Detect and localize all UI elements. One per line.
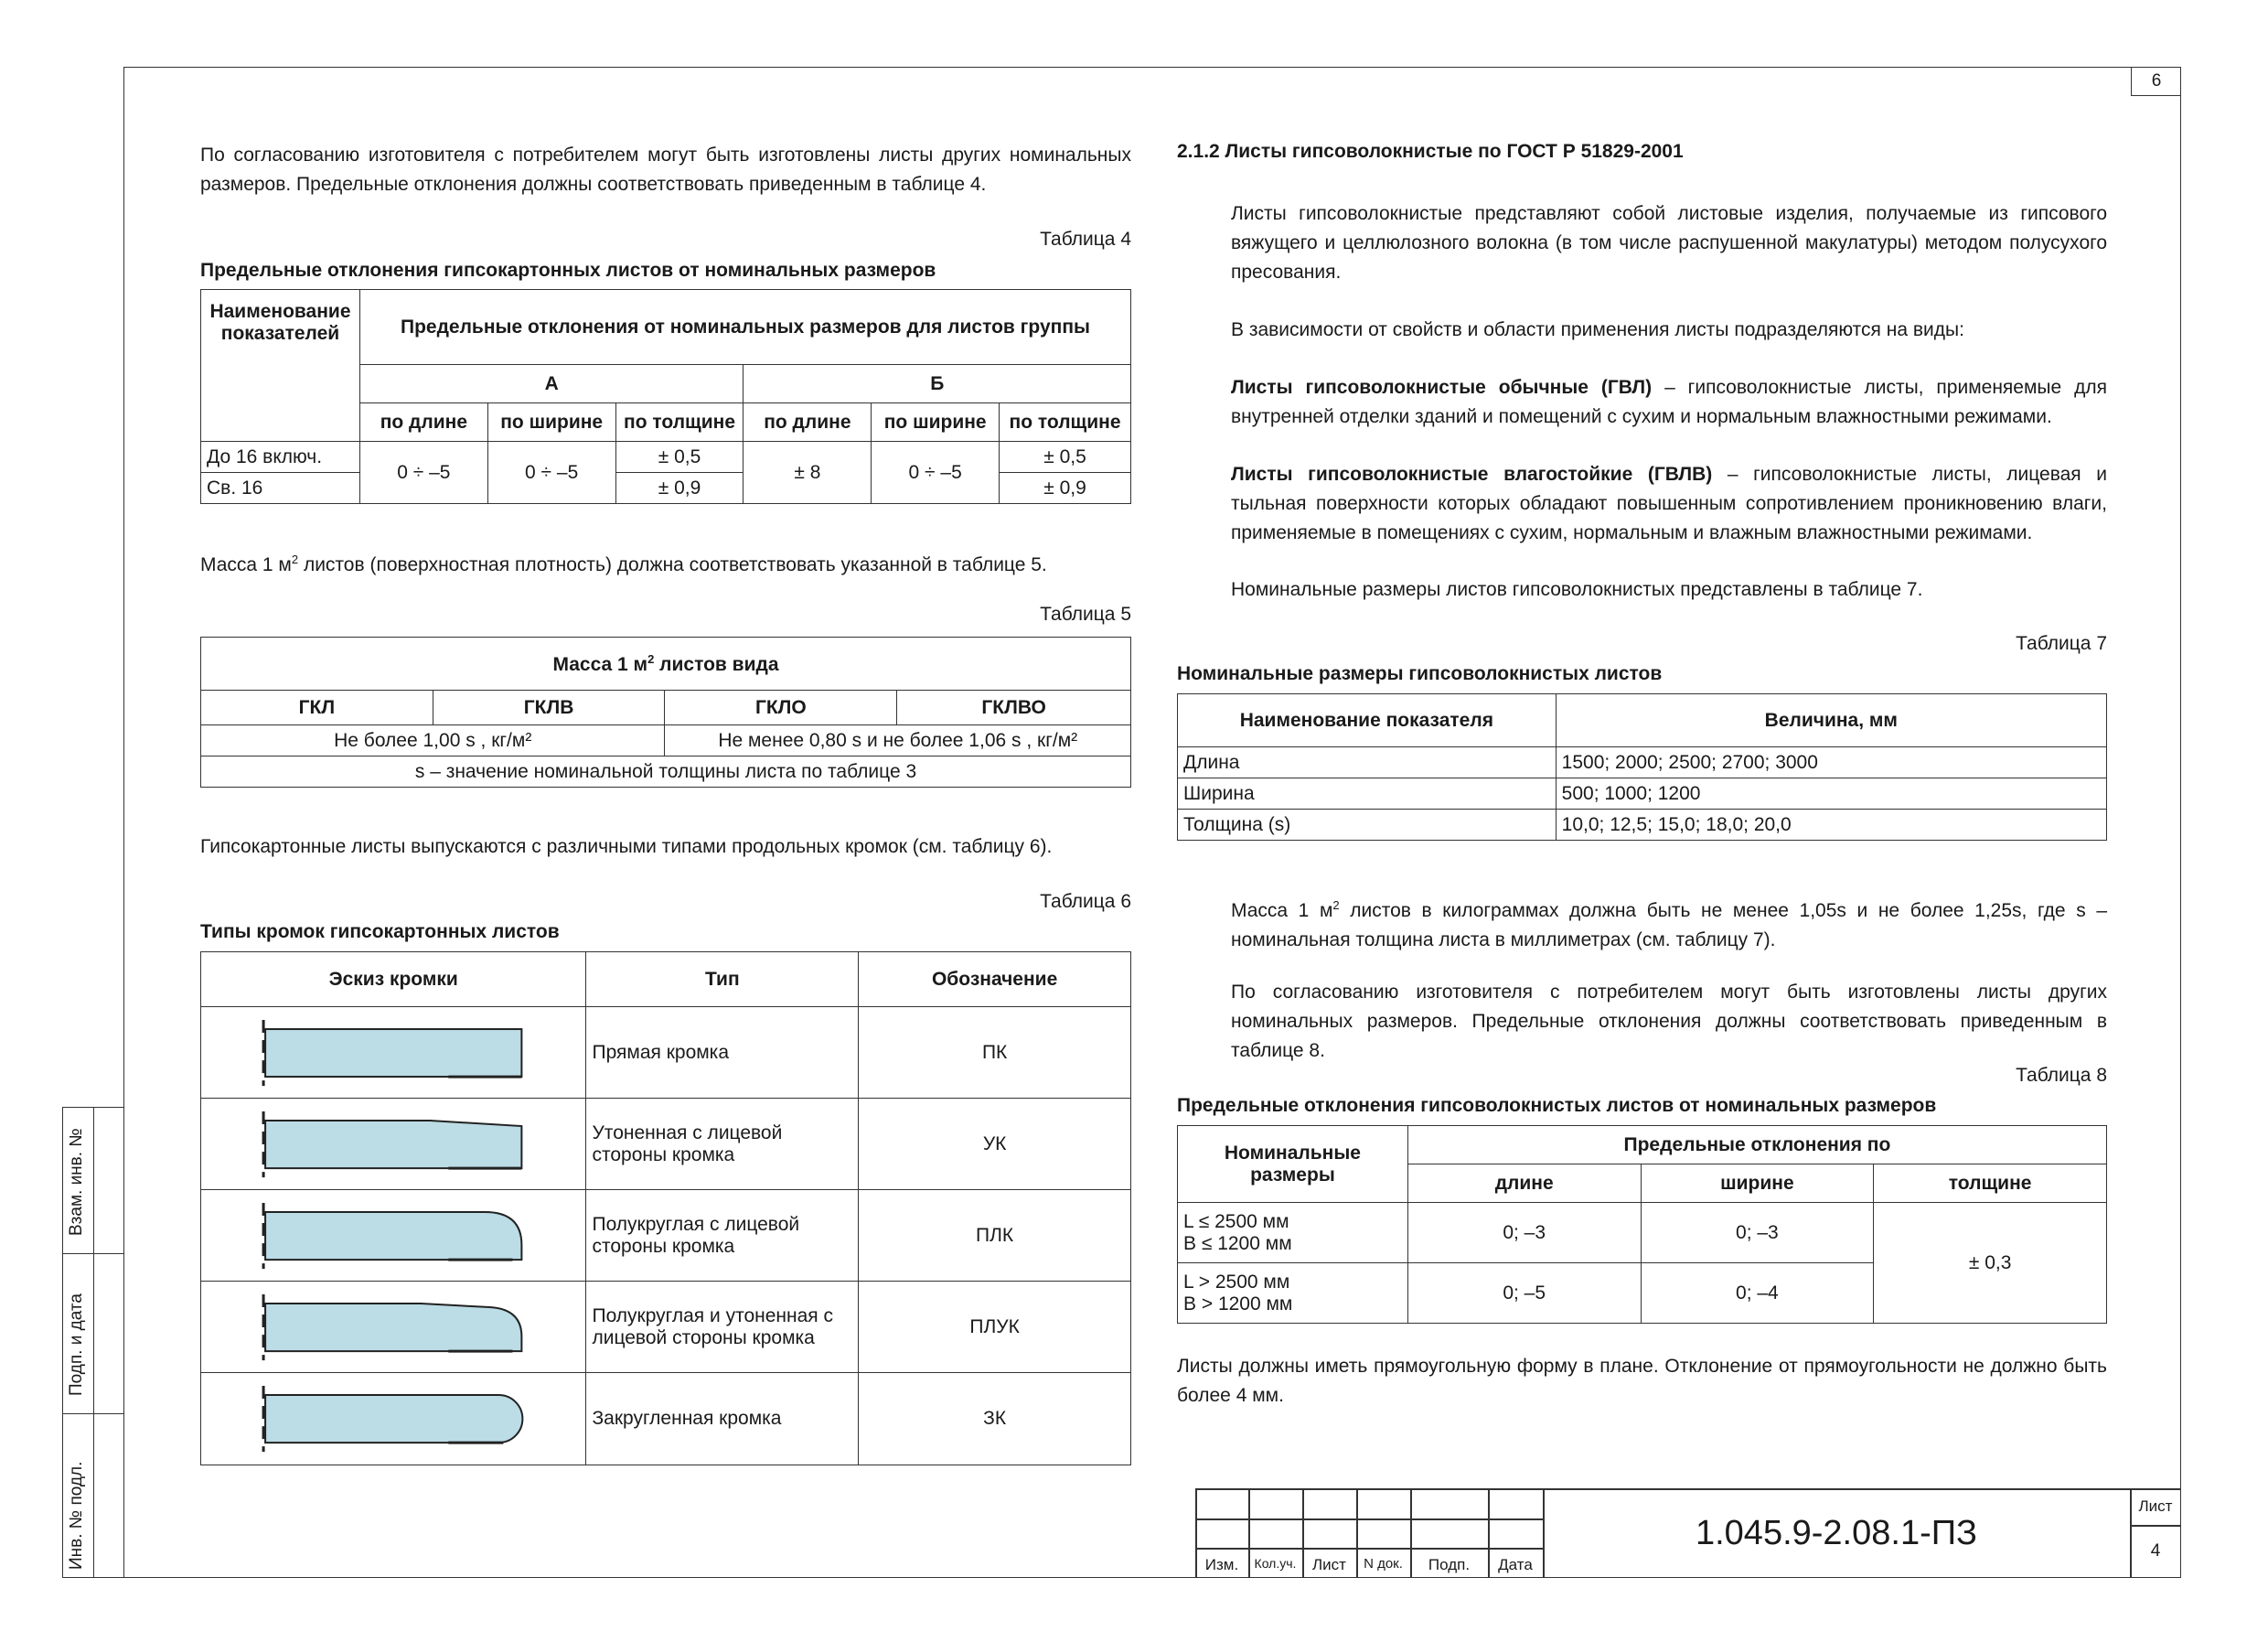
table6: [200, 951, 1131, 1465]
table5-note: s – значение номинальной толщины листа по таблице 3: [201, 756, 1131, 788]
table6-type: Полукруглая с лицевой стороны кромка: [586, 1190, 859, 1282]
stamp-col-label: Подп.: [1428, 1556, 1471, 1573]
table5-col: ГКЛВ: [433, 691, 665, 725]
table8-cell: 0; –5: [1407, 1263, 1641, 1324]
table8-head-main: Предельные отклонения по: [1407, 1126, 2106, 1164]
strip-label-inv: Инв. № подл.: [67, 1461, 86, 1570]
sheet-label: Лист: [2138, 1497, 2173, 1515]
title-block: [1195, 1488, 2181, 1578]
table8-cell: 0; –3: [1407, 1203, 1641, 1263]
table4-label: Таблица 4: [1040, 229, 1131, 250]
edge-sketch-rounded: [201, 1373, 586, 1465]
table8-label: Таблица 8: [2016, 1065, 2107, 1086]
table7-cell: 10,0; 12,5; 15,0; 18,0; 20,0: [1556, 810, 2106, 841]
stamp-col-label: Дата: [1498, 1556, 1533, 1573]
table5-label: Таблица 5: [1040, 604, 1131, 625]
table8-sub: длине: [1407, 1164, 1641, 1203]
table6-code: ПК: [859, 1007, 1131, 1099]
table8-row-name: L > 2500 мм B > 1200 мм: [1178, 1263, 1408, 1324]
table8-title: Предельные отклонения гипсоволокнистых листов от номинальных размеров: [1177, 1095, 1937, 1116]
table4-cell: 0 ÷ –5: [487, 442, 615, 504]
table5: [200, 637, 1131, 788]
table4-sub-header: по ширине: [487, 403, 615, 442]
para-gvl: Листы гипсоволокнистые обычные (ГВЛ) – гипсоволокнистые листы, применяемые для внутренней отделки зданий и помещений с сухим и нормальным влажностными режимами.: [1231, 377, 2107, 427]
para-gvlv: Листы гипсоволокнистые влагостойкие (ГВЛВ) – гипсоволокнистые листы, лицевая и тыльная поверхности которых обладают повышенным сопротивлением проникновению влаги, применяемые в помещениях с сухим, нормальным и влажным влажностными режимами.: [1231, 464, 2107, 543]
table6-code: ПЛУК: [859, 1282, 1131, 1373]
table6-label: Таблица 6: [1040, 891, 1131, 912]
table7-head: Наименование показателя: [1178, 694, 1557, 747]
edge-sketch-semiround: [201, 1190, 586, 1282]
table4-row-name: До 16 включ.: [201, 442, 360, 473]
table5-col: ГКЛО: [665, 691, 897, 725]
table5-col: ГКЛ: [201, 691, 433, 725]
table4-group-b: Б: [744, 365, 1131, 403]
table4-title: Предельные отклонения гипсокартонных листов от номинальных размеров: [200, 260, 936, 281]
document-code: 1.045.9-2.08.1-ПЗ: [1695, 1514, 1977, 1552]
table6-type: Утоненная с лицевой стороны кромка: [586, 1099, 859, 1190]
table8-cell: ± 0,3: [1874, 1203, 2107, 1324]
table8-sub: толщине: [1874, 1164, 2107, 1203]
table6-head: Обозначение: [859, 952, 1131, 1007]
table8-head-name: Номинальные размеры: [1178, 1126, 1408, 1203]
table4-cell: ± 0,5: [615, 442, 744, 473]
table4-head-name: Наименование показателей: [201, 290, 360, 442]
para-types: В зависимости от свойств и области применения листы подразделяются на виды:: [1231, 319, 1964, 340]
stamp-col-label: N док.: [1364, 1556, 1403, 1572]
table7-cell: Длина: [1178, 747, 1557, 778]
table6-title: Типы кромок гипсокартонных листов: [200, 921, 560, 942]
table5-cell: Не менее 0,80 s и не более 1,06 s , кг/м²: [665, 725, 1131, 756]
table5-cell: Не более 1,00 s , кг/м²: [201, 725, 665, 756]
stamp-col-label: Кол.уч.: [1254, 1556, 1297, 1571]
table8-sub: ширине: [1641, 1164, 1874, 1203]
table7-label: Таблица 7: [2016, 633, 2107, 654]
table4-cell: ± 0,9: [1000, 473, 1131, 504]
table6-type: Закругленная кромка: [586, 1373, 859, 1465]
mass-paragraph: Масса 1 $м^2$ листов (поверхностная плотность) должна соответствовать указанной в таблице 5.: [200, 553, 1047, 575]
strip-label-replace: Взам. инв. №: [67, 1128, 86, 1236]
table7: [1177, 693, 2107, 841]
table6-code: ПЛК: [859, 1190, 1131, 1282]
table7-title: Номинальные размеры гипсоволокнистых листов: [1177, 663, 1663, 684]
table4-sub-header: по длине: [359, 403, 487, 442]
para-other-sizes: По согласованию изготовителя с потребителем могут быть изготовлены листы других номинальных размеров. Предельные отклонения должны соответствовать приведенным в таблице 8.: [1231, 982, 2107, 1061]
stamp-col-label: Изм.: [1204, 1556, 1239, 1573]
table5-head: Масса 1 $м^2$ листов вида: [201, 638, 1131, 691]
table8-cell: 0; –4: [1641, 1263, 1874, 1324]
table4-sub-header: по длине: [744, 403, 872, 442]
table4-sub-header: по ширине: [872, 403, 1000, 442]
table7-cell: Толщина (s): [1178, 810, 1557, 841]
table4-cell: 0 ÷ –5: [872, 442, 1000, 504]
strip-label-sign: Подп. и дата: [67, 1293, 86, 1396]
table4-row-name: Св. 16: [201, 473, 360, 504]
table4-group-a: А: [359, 365, 744, 403]
table5-col: ГКЛВО: [897, 691, 1131, 725]
sheet-number: 4: [2150, 1541, 2161, 1561]
edges-paragraph: Гипсокартонные листы выпускаются с различными типами продольных кромок (см. таблицу 6).: [200, 836, 1053, 857]
edge-sketch-straight: [201, 1007, 586, 1099]
table7-head: Величина, мм: [1556, 694, 2106, 747]
para-rectangularity: Листы должны иметь прямоугольную форму в плане. Отклонение от прямоугольности не должно быть более 4 мм.: [1177, 1356, 2107, 1406]
table7-cell: 1500; 2000; 2500; 2700; 3000: [1556, 747, 2106, 778]
table6-type: Прямая кромка: [586, 1007, 859, 1099]
para-mass: Масса 1 $м^2$ листов в килограммах должна быть не менее 1,05s и не более 1,25s, где s – номинальная толщина листа в миллиметрах (см. таблицу 7).: [1231, 898, 2107, 950]
edge-sketch-thinned: [201, 1099, 586, 1190]
table4-cell: 0 ÷ –5: [359, 442, 487, 504]
table8-row-name: L ≤ 2500 мм B ≤ 1200 мм: [1178, 1203, 1408, 1263]
table7-cell: 500; 1000; 1200: [1556, 778, 2106, 810]
table6-type: Полукруглая и утоненная с лицевой стороны кромка: [586, 1282, 859, 1373]
table4-head-main: Предельные отклонения от номинальных размеров для листов группы: [359, 290, 1130, 365]
stamp-col-label: Лист: [1312, 1556, 1346, 1573]
table4-sub-header: по толщине: [1000, 403, 1131, 442]
table6-code: УК: [859, 1099, 1131, 1190]
intro-paragraph: По согласованию изготовителя с потребителем могут быть изготовлены листы других номинальных размеров. Предельные отклонения должны соответствовать приведенным в таблице 4.: [200, 145, 1131, 195]
table4: [200, 289, 1131, 504]
table4-cell: ± 0,5: [1000, 442, 1131, 473]
para-definition: Листы гипсоволокнистые представляют собой листовые изделия, получаемые из гипсового вяжущего и целлюлозного волокна (в том числе распушенной макулатуры) методом полусухого пресования.: [1231, 203, 2107, 283]
table6-code: ЗК: [859, 1373, 1131, 1465]
table8-cell: 0; –3: [1641, 1203, 1874, 1263]
section-heading: 2.1.2 Листы гипсоволокнистые по ГОСТ Р 51829-2001: [1177, 141, 1684, 162]
table4-cell: ± 0,9: [615, 473, 744, 504]
table4-sub-header: по толщине: [615, 403, 744, 442]
table7-cell: Ширина: [1178, 778, 1557, 810]
table4-cell: ± 8: [744, 442, 872, 504]
table8: [1177, 1125, 2107, 1324]
binding-strip: [62, 1107, 123, 1578]
edge-sketch-semiround-thinned: [201, 1282, 586, 1373]
page-number: 6: [2131, 67, 2181, 96]
para-sizes: Номинальные размеры листов гипсоволокнистых представлены в таблице 7.: [1231, 579, 1923, 600]
table6-head: Тип: [586, 952, 859, 1007]
table6-head: Эскиз кромки: [201, 952, 586, 1007]
